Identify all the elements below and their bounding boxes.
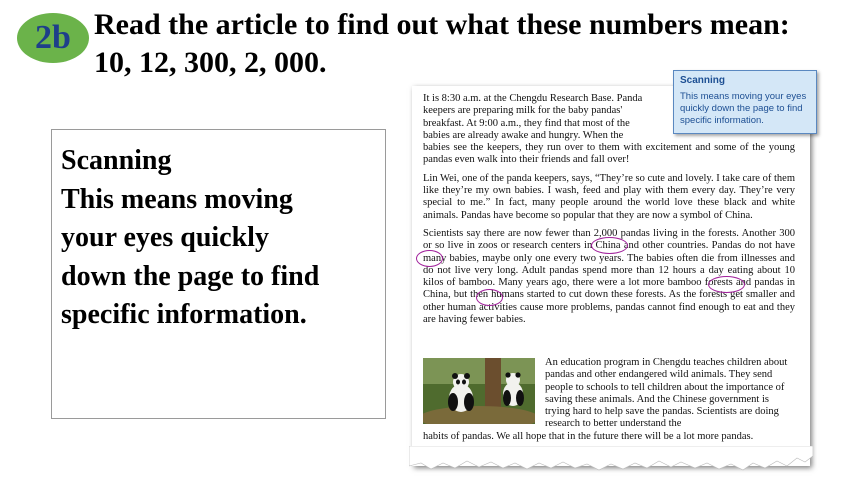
highlight-circle-300 — [416, 250, 443, 267]
article-paragraph-2: Lin Wei, one of the panda keepers, says, “They’re so cute and lovely. I take care of them like they’re my own babies. I wash, feed and play with them every day. They’re very special to me.” In fact, many people around the world love these black and white animals. Pandas have become so popular that they are now a symbol of China. — [423, 172, 795, 221]
article-paragraph-3: Scientists say there are now fewer than 2,000 pandas living in the forests. Another 300 or so live in zoos or research centers in China and other countries. Pandas do not have many babies, maybe only one every two years. The babies often die from illnesses and do not live very long. Adult pandas spend more than 12 hours a day eating about 10 kilos of bamboo. Many years ago, there were a lot more bamboo forests and pandas in China, but then humans started to cut down these forests. As the forests get smaller and other human activities cause more problems, pandas cannot find enough to eat and they are having fewer babies. — [423, 227, 795, 326]
highlight-circle-10 — [476, 289, 503, 306]
scanning-callout — [673, 70, 817, 134]
article-paragraph-1b: babies see the keepers, they run over to them with excitement and some of the young pandas even walk into their friends and fall over! — [423, 142, 795, 166]
scanning-tip-box — [51, 129, 386, 419]
scanning-callout-text: This means moving your eyes quickly down the page to find specific information. — [680, 91, 807, 126]
highlight-circle-12 — [708, 276, 745, 293]
highlight-circle-2000 — [591, 237, 628, 254]
article-paragraph-4b: habits of pandas. We all hope that in the future there will be a lot more pandas. — [423, 431, 754, 442]
article-paragraph-4a: An education program in Chengdu teaches children about pandas and other endangered wild animals. They send people to schools to tell children about the importance of saving these animals. And the Chinese government is trying hard to help save the pandas. Scientists are doing research to better understand the — [545, 357, 788, 430]
article-paragraph-1a: It is 8:30 a.m. at the Chengdu Research Base. Panda keepers are preparing milk for the baby pandas' breakfast. At 9:00 a.m., they find that most of the babies are already awake and hungry. When the — [423, 93, 643, 141]
exercise-instruction: Read the article to find out what these numbers mean: 10, 12, 300, 2, 000. — [94, 8, 790, 79]
exercise-badge: 2b — [17, 13, 89, 63]
panda-photo-illustration — [423, 358, 535, 424]
panda-photo — [423, 358, 535, 424]
scanning-callout-title: Scanning — [680, 75, 726, 86]
tip-title: Scanning — [61, 145, 172, 176]
tip-description: This means moving your eyes quickly down the page to find specific information. — [61, 183, 320, 330]
torn-page-edge — [409, 446, 813, 480]
